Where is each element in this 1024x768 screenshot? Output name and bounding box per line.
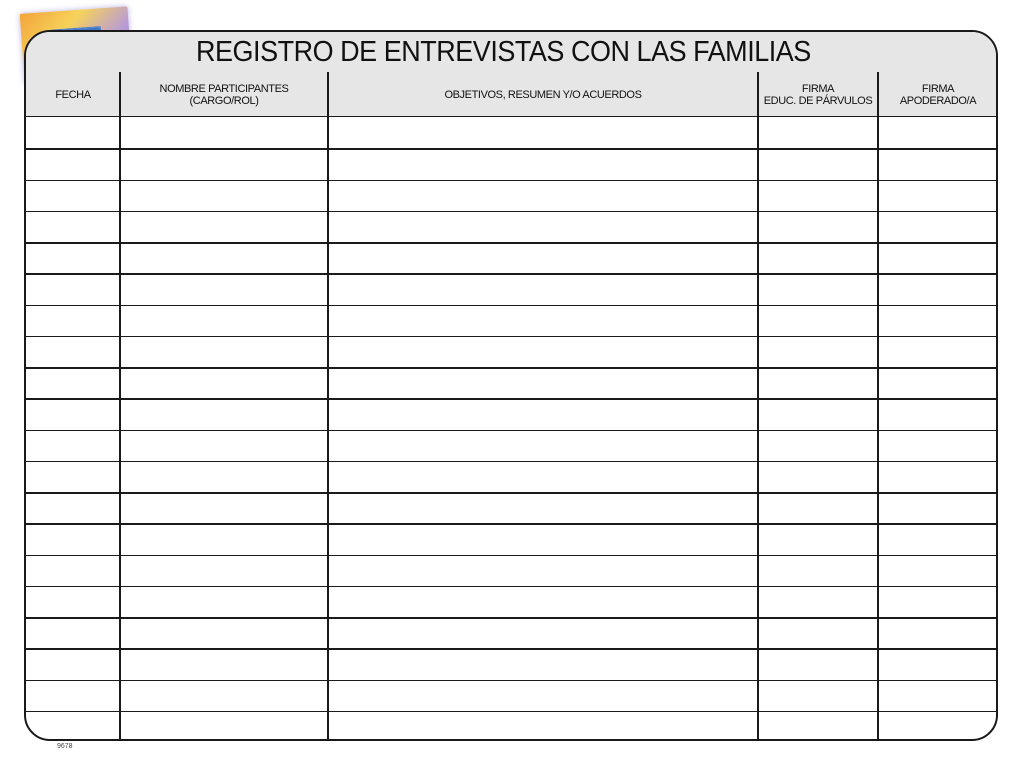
table-row — [26, 430, 996, 432]
table-row — [26, 555, 996, 557]
table-row — [26, 523, 996, 525]
table-row — [26, 273, 996, 275]
table-row — [26, 211, 996, 213]
column-divider — [327, 72, 329, 739]
table-row — [26, 586, 996, 588]
column-divider — [757, 72, 759, 739]
column-header-objetivos: OBJETIVOS, RESUMEN Y/O ACUERDOS — [444, 88, 642, 101]
registro-sheet — [24, 30, 998, 741]
form-title: REGISTRO DE ENTREVISTAS CON LAS FAMILIAS — [196, 36, 811, 68]
table-row — [26, 398, 996, 400]
column-header-firma-educ: FIRMA EDUC. DE PÁRVULOS — [763, 82, 873, 107]
table-row — [26, 180, 996, 182]
table-row — [26, 680, 996, 682]
table-row — [26, 148, 996, 150]
table-row — [26, 367, 996, 369]
table-header — [26, 72, 996, 117]
column-header-firma-apoderado: FIRMA APODERADO/A — [899, 82, 977, 107]
table-row — [26, 461, 996, 463]
column-divider — [877, 72, 879, 739]
column-header-fecha: FECHA — [55, 88, 91, 101]
table-row — [26, 242, 996, 244]
table-row — [26, 648, 996, 650]
table-row — [26, 617, 996, 619]
title-band — [26, 32, 996, 73]
footnote: 9678 — [57, 743, 73, 750]
column-header-nombre: NOMBRE PARTICIPANTES (CARGO/ROL) — [159, 82, 289, 107]
column-divider — [119, 72, 121, 739]
table-row — [26, 492, 996, 494]
table-row — [26, 336, 996, 338]
table-row — [26, 305, 996, 307]
table-row — [26, 711, 996, 713]
